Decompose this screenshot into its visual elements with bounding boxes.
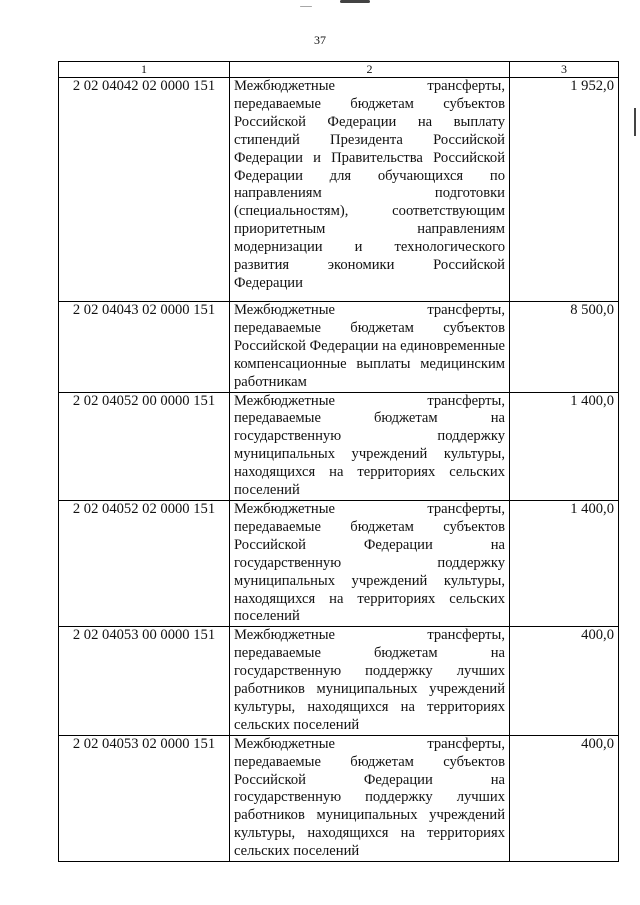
row-code: 2 02 04042 02 0000 151 (59, 78, 230, 302)
column-header-code: 1 (59, 62, 230, 78)
row-sum: 400,0 (510, 735, 619, 861)
row-code: 2 02 04043 02 0000 151 (59, 302, 230, 393)
table-row (59, 735, 619, 861)
row-code: 2 02 04052 02 0000 151 (59, 500, 230, 626)
table-row (59, 627, 619, 735)
row-sum: 1 952,0 (510, 78, 619, 302)
row-name: Межбюджетные трансферты, передаваемые бюджетам субъектов Российской Федерации на выплату стипендий Президента Российской Федерации и Правительства Российской Федерации для обучающихся по направлениям подготовки (специальностям), соответствующим приоритетным направлениям модернизации и технологического развития экономики Российской Федерации (230, 78, 510, 302)
table-row (59, 500, 619, 626)
row-name: Межбюджетные трансферты, передаваемые бюджетам субъектов Российской Федерации на государственную поддержку муниципальных учреждений культуры, находящихся на территориях сельских поселений (230, 500, 510, 626)
scan-artifact-top-faint (300, 6, 312, 7)
table-header-row (59, 62, 619, 78)
page-number: 37 (314, 33, 326, 47)
row-sum: 1 400,0 (510, 392, 619, 500)
column-header-name: 2 (230, 62, 510, 78)
row-name: Межбюджетные трансферты, передаваемые бюджетам субъектов Российской Федерации на государственную поддержку лучших работников муниципальных учреждений культуры, находящихся на территориях сельских поселений (230, 735, 510, 861)
row-sum: 400,0 (510, 627, 619, 735)
table-row (59, 78, 619, 302)
budget-table (58, 61, 619, 862)
row-code: 2 02 04053 00 0000 151 (59, 627, 230, 735)
row-name: Межбюджетные трансферты, передаваемые бюджетам на государственную поддержку муниципальных учреждений культуры, находящихся на территориях сельских поселений (230, 392, 510, 500)
row-name: Межбюджетные трансферты, передаваемые бюджетам на государственную поддержку лучших работников муниципальных учреждений культуры, находящихся на территориях сельских поселений (230, 627, 510, 735)
scan-artifact-top (340, 0, 370, 3)
row-code: 2 02 04052 00 0000 151 (59, 392, 230, 500)
row-code: 2 02 04053 02 0000 151 (59, 735, 230, 861)
table-row (59, 392, 619, 500)
row-name: Межбюджетные трансферты, передаваемые бюджетам субъектов Российской Федерации на единовременные компенсационные выплаты медицинским работникам (230, 302, 510, 393)
row-sum: 1 400,0 (510, 500, 619, 626)
scan-artifact-edge (634, 108, 636, 136)
table-row (59, 302, 619, 393)
column-header-sum: 3 (510, 62, 619, 78)
row-sum: 8 500,0 (510, 302, 619, 393)
